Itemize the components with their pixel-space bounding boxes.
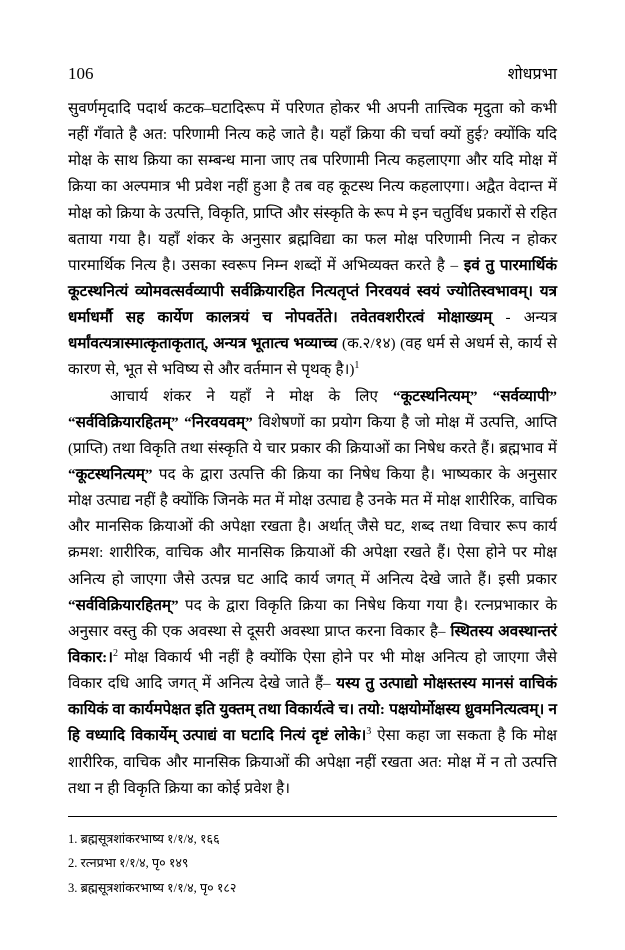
sanskrit-quote: स्थितस्य अवस्थान्तरं विकार:। (68, 622, 557, 666)
text-run: सुवर्णमृदादि पदार्थ कटक–घटादिरूप में परिणत होकर भी अपनी तात्त्विक मृदुता को कभी नहीं गँवाते है अत: परिणामी नित्य कहे जाते है। यहाँ क्रिया की चर्चा क्यों हुई? क्योंकि यदि मोक्ष के साथ क्रिया का सम्बन्ध माना जाए तब परिणामी नित्य कहलाएगा और यदि मोक्ष में क्रिया का अल्पमात्र भी प्रवेश नहीं हुआ है तब वह कूटस्थ नित्य कहलाएगा। अद्वैत वेदान्त में मोक्ष को क्रिया के उत्पत्ति, विकृति, प्राप्ति और संस्कृति के रूप मे इन चतुर्विध प्रकारों से रहित बताया गया है। यहाँ शंकर के अनुसार ब्रह्मविद्या का फल मोक्ष परिणामी नित्य न होकर पारमार्थिक नित्य है। उसका स्वरूप निम्न शब्दों में अभिव्यक्त करते है – (68, 100, 557, 274)
footnote-marker[interactable]: 3 (366, 726, 372, 738)
sanskrit-quote: “कूटस्थनित्यम्” (68, 465, 159, 483)
sanskrit-quote: यस्य तु उत्पाद्यो मोक्षस्तस्य मानसं वाचिकं कायिकं वा कार्यमपेक्षत इति युक्तम् तथा विकार्यत्वे च। तयो: पक्षयोर्मोक्षस्य ध्रुवमनित्यत्वम्। न हि वध्यादि विकार्येम् उत्पाद्यं वा घटादि नित्यं दृष्टं लोके। (68, 675, 557, 745)
footnote-item: 1. ब्रह्मसूत्रशांकरभाष्य १/१/४, १६६ (68, 831, 220, 846)
text-run: पद के द्वारा विकृति क्रिया का निषेध किया गया है। रत्नप्रभाकार के अनुसार वस्तु की एक अवस्था से दूसरी अवस्था प्राप्त करना विकार है– (68, 596, 557, 640)
text-run: आचार्य शंकर ने यहाँ ने मोक्ष के लिए (110, 387, 393, 405)
footnote-list (68, 827, 557, 901)
text-run: (क.२/१४) (वह धर्म से अधर्म से, कार्य से कारण से, भूत से भविष्य से और वर्तमान से पृथक् है।) (68, 335, 557, 379)
footnote-marker[interactable]: 2 (113, 647, 119, 659)
page-header (68, 62, 557, 84)
text-run: ऐसा कहा जा सकता है कि मोक्ष शारीरिक, वाचिक और मानसिक क्रियाओं की अपेक्षा नहीं रखता अत: मोक्ष में न तो उत्पत्ति तथा न ही विकृति क्रिया का कोई प्रवेश है। (68, 727, 557, 797)
sanskrit-quote: धर्मांवत्यत्रास्मात्कृताकृतात्, अन्यत्र भूतात्च भव्याच्च (68, 335, 343, 353)
text-run: विशेषणों का प्रयोग किया है जो मोक्ष में उत्पत्ति, आप्ति (प्राप्ति) तथा विकृति तथा संस्कृति ये चार प्रकार की क्रियाओं का निषेध करते हैं। ब्रह्मभाव में (68, 413, 557, 457)
sanskrit-quote: “सर्वविक्रियारहितम्” (68, 596, 185, 614)
paragraph-2 (68, 384, 557, 802)
footnote-divider (68, 816, 557, 817)
sanskrit-quote: इवं तु पारमार्थिकं कूटस्थनित्यं व्योमवत्सर्वव्यापी सर्वक्रियारहित नित्यतृप्तं निरवयवं स्वयं ज्योतिस्वभावम्। यत्र धर्माधर्मौ सह कार्येण कालत्रयं च नोपवर्तेते। तवेतवशरीरत्वं मोक्षाख्यम् (68, 256, 557, 327)
page-number: 106 (68, 64, 94, 83)
footnote-marker[interactable]: 1 (354, 360, 360, 372)
sanskrit-quote: “कूटस्थनित्यम्” “सर्वव्यापी” “सर्वविक्रियारहितम्” “निरवयवम्” (68, 387, 557, 431)
text-run: मोक्ष विकार्य भी नहीं है क्योंकि ऐसा होने पर भी मोक्ष अनित्य हो जाएगा जैसे विकार दधि आदि जगत् में अनित्य देखे जाते हैं– (68, 648, 557, 693)
text-run: पद के द्वारा उत्पत्ति की क्रिया का निषेध किया है। भाष्यकार के अनुसार मोक्ष उत्पाद्य नहीं है क्योंकि जिनके मत में मोक्ष उत्पाद्य है उनके मत में मोक्ष शारीरिक, वाचिक और मानसिक क्रियाओं की अपेक्षा रखता है। अर्थात् जैसे घट, शब्द तथा विचार रूप कार्य क्रमश: शारीरिक, वाचिक और मानसिक क्रियाओं की अपेक्षा रखते हैं। ऐसा होने पर मोक्ष अनित्य हो जाएगा जैसे उत्पन्न घट आदि कार्य जगत् में अनित्य देखे जाते हैं। इसी प्रकार (68, 465, 557, 588)
page-body (68, 96, 557, 802)
journal-title: शोधप्रभा (507, 66, 557, 83)
text-run: - अन्यत्र (505, 309, 557, 327)
paragraph-1 (68, 96, 557, 384)
footnote-item: 3. ब्रह्मसूत्रशांकरभाष्य १/१/४, पृ० १८२ (68, 880, 237, 895)
footnote-item: 2. रत्नप्रभा १/१/४, पृ० १४९ (68, 856, 189, 871)
